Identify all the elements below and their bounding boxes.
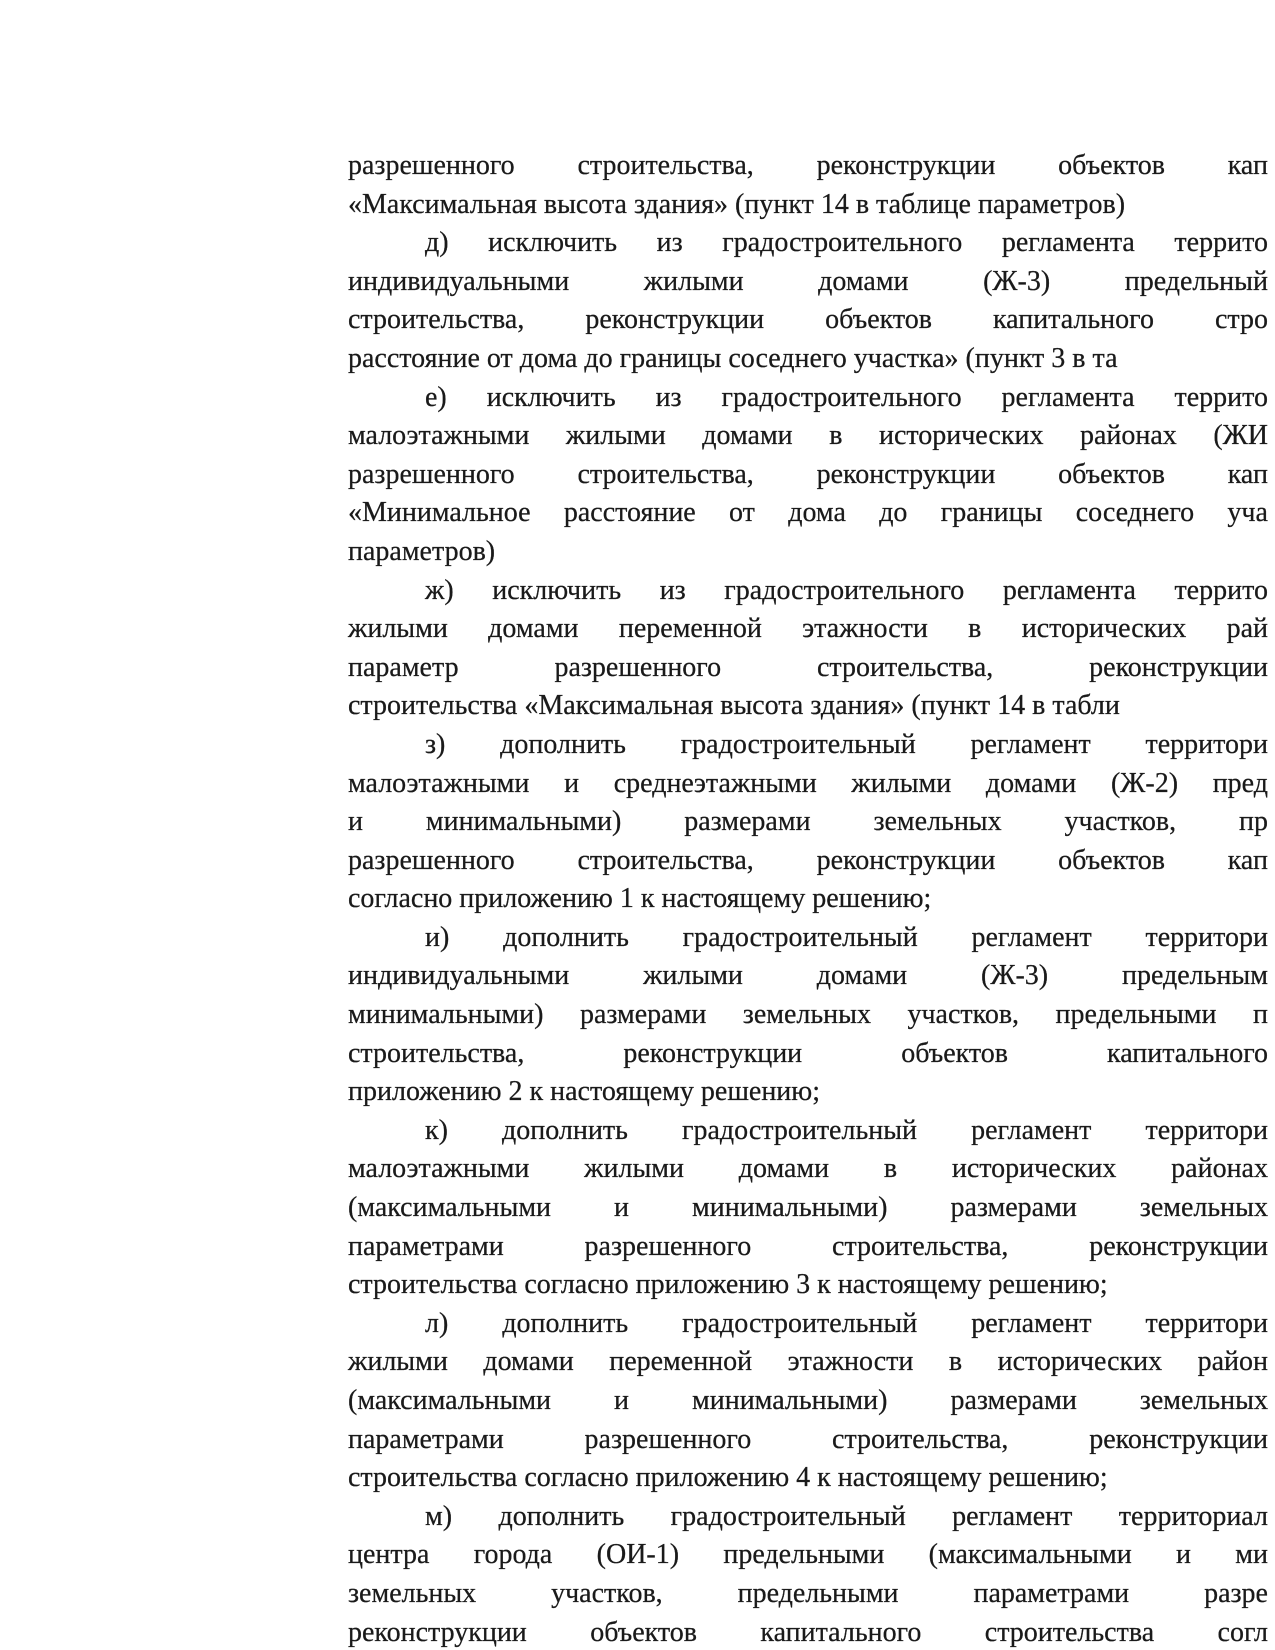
text-line: строительства «Максимальная высота здания» (пункт 14 в табли [348,690,1120,722]
text-line: жилыми домами переменной этажности в исторических рай [348,613,1268,645]
text-line: и минимальными) размерами земельных участков, пр [348,806,1268,838]
text-line: разрешенного строительства, реконструкции объектов кап [348,150,1268,181]
text-line: строительства согласно приложению 4 к настоящему решению; [348,1462,1108,1494]
text-line: параметрами разрешенного строительства, реконструкции [348,1423,1268,1455]
text-line: минимальными) размерами земельных участков, предельными п [348,999,1268,1031]
text-line: индивидуальными жилыми домами (Ж-3) предельный [348,265,1268,297]
paragraph-first-line: д) исключить из градостроительного регламента террито [425,227,1268,259]
text-line: согласно приложению 1 к настоящему решению; [348,883,932,915]
text-line: малоэтажными и среднеэтажными жилыми домами (Ж-2) пред [348,767,1268,799]
text-line: параметрами разрешенного строительства, реконструкции [348,1230,1268,1262]
paragraph-first-line: м) дополнить градостроительный регламент территориал [425,1500,1268,1532]
text-line: расстояние от дома до границы соседнего участка» (пункт 3 в та [348,342,1118,374]
text-line: индивидуальными жилыми домами (Ж-3) предельным [348,960,1268,992]
text-line: реконструкции объектов капитального строительства согл [348,1616,1268,1648]
text-line: земельных участков, предельными параметрами разре [348,1577,1268,1609]
text-line: малоэтажными жилыми домами в исторических районах (ЖИ [348,420,1268,452]
text-line: строительства согласно приложению 3 к настоящему решению; [348,1269,1108,1301]
paragraph-first-line: е) исключить из градостроительного регламента террито [425,381,1268,413]
text-line: (максимальными и минимальными) размерами земельных [348,1385,1268,1416]
text-line: жилыми домами переменной этажности в исторических район [348,1346,1268,1378]
paragraph-first-line: и) дополнить градостроительный регламент территори [425,921,1268,953]
text-line: приложению 2 к настоящему решению; [348,1076,820,1108]
text-line: «Минимальное расстояние от дома до границы соседнего уча [348,497,1268,529]
text-line: разрешенного строительства, реконструкции объектов кап [348,844,1268,876]
text-line: строительства, реконструкции объектов капитального стро [348,304,1268,336]
text-line: центра города (ОИ-1) предельными (максимальными и ми [348,1539,1268,1571]
text-line: (максимальными и минимальными) размерами земельных [348,1192,1268,1224]
text-line: параметр разрешенного строительства, реконструкции [348,651,1268,683]
paragraph-first-line: з) дополнить градостроительный регламент территори [425,728,1268,760]
paragraph-first-line: ж) исключить из градостроительного регламента террито [425,574,1268,606]
paragraph-first-line: к) дополнить градостроительный регламент территори [425,1114,1268,1146]
text-line: малоэтажными жилыми домами в исторических районах [348,1153,1268,1185]
text-line: параметров) [348,535,496,567]
document-body-text [348,147,1275,1650]
text-line: разрешенного строительства, реконструкции объектов кап [348,458,1268,490]
text-line: «Максимальная высота здания» (пункт 14 в таблице параметров) [348,188,1126,220]
paragraph-first-line: л) дополнить градостроительный регламент территори [425,1307,1268,1339]
text-line: строительства, реконструкции объектов капитального [348,1037,1268,1069]
